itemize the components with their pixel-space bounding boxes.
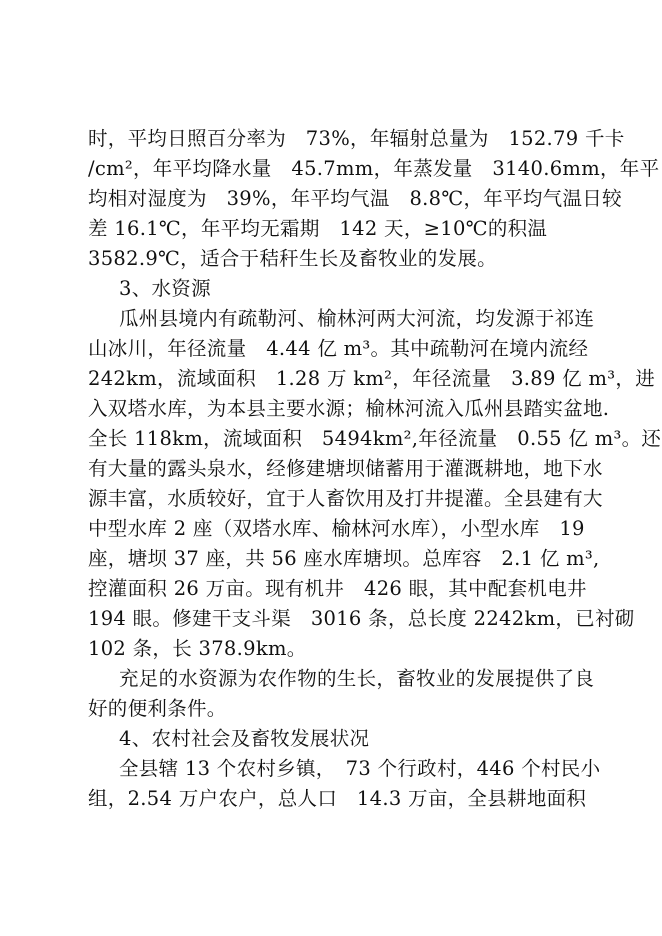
text-line: 全县辖 13 个农村乡镇， 73 个行政村，446 个村民小	[119, 757, 601, 780]
text-line: 瓜州县境内有疏勒河、榆林河两大河流，均发源于祁连	[119, 307, 595, 330]
text-line: 102 条，长 378.9km。	[88, 637, 307, 660]
text-line: 均相对湿度为 39%，年平均气温 8.8℃，年平均气温日较	[88, 187, 622, 210]
text-line: 194 眼。修建干支斗渠 3016 条，总长度 2242km，已衬砌	[88, 607, 635, 630]
text-line: 山冰川，年径流量 4.44 亿 m³。其中疏勒河在境内流经	[88, 337, 589, 360]
text-line: 座，塘坝 37 座，共 56 座水库塘坝。总库容 2.1 亿 m³,	[88, 547, 600, 570]
text-line: 全长 118km，流域面积 5494km²,年径流量 0.55 亿 m³。还	[88, 427, 662, 450]
text-line: 差 16.1℃，年平均无霜期 142 天，≥10℃的积温	[88, 217, 548, 240]
text-line: 有大量的露头泉水，经修建塘坝储蓄用于灌溉耕地，地下水	[88, 457, 603, 480]
text-line: 3582.9℃，适合于秸秆生长及畜牧业的发展。	[88, 247, 497, 270]
text-line: 源丰富，水质较好，宜于人畜饮用及打井提灌。全县建有大	[88, 487, 603, 510]
text-line: 组，2.54 万户农户，总人口 14.3 万亩，全县耕地面积	[88, 787, 587, 810]
text-line: 好的便利条件。	[88, 697, 227, 720]
text-line: 控灌面积 26 万亩。现有机井 426 眼，其中配套机电井	[88, 577, 587, 600]
text-line: 时，平均日照百分率为 73%，年辐射总量为 152.79 千卡	[88, 127, 625, 150]
section-heading-rural: 4、农村社会及畜牧发展状况	[119, 727, 370, 750]
text-line: 中型水库 2 座（双塔水库、榆林河水库），小型水库 19	[88, 517, 585, 540]
section-heading-water: 3、水资源	[119, 277, 211, 300]
text-line: /cm²，年平均降水量 45.7mm，年蒸发量 3140.6mm，年平	[88, 157, 660, 180]
text-line: 242km，流域面积 1.28 万 km²，年径流量 3.89 亿 m³，进	[88, 367, 655, 390]
text-line: 充足的水资源为农作物的生长，畜牧业的发展提供了良	[119, 667, 595, 690]
text-line: 入双塔水库，为本县主要水源；榆林河流入瓜州县踏实盆地.	[88, 397, 610, 420]
